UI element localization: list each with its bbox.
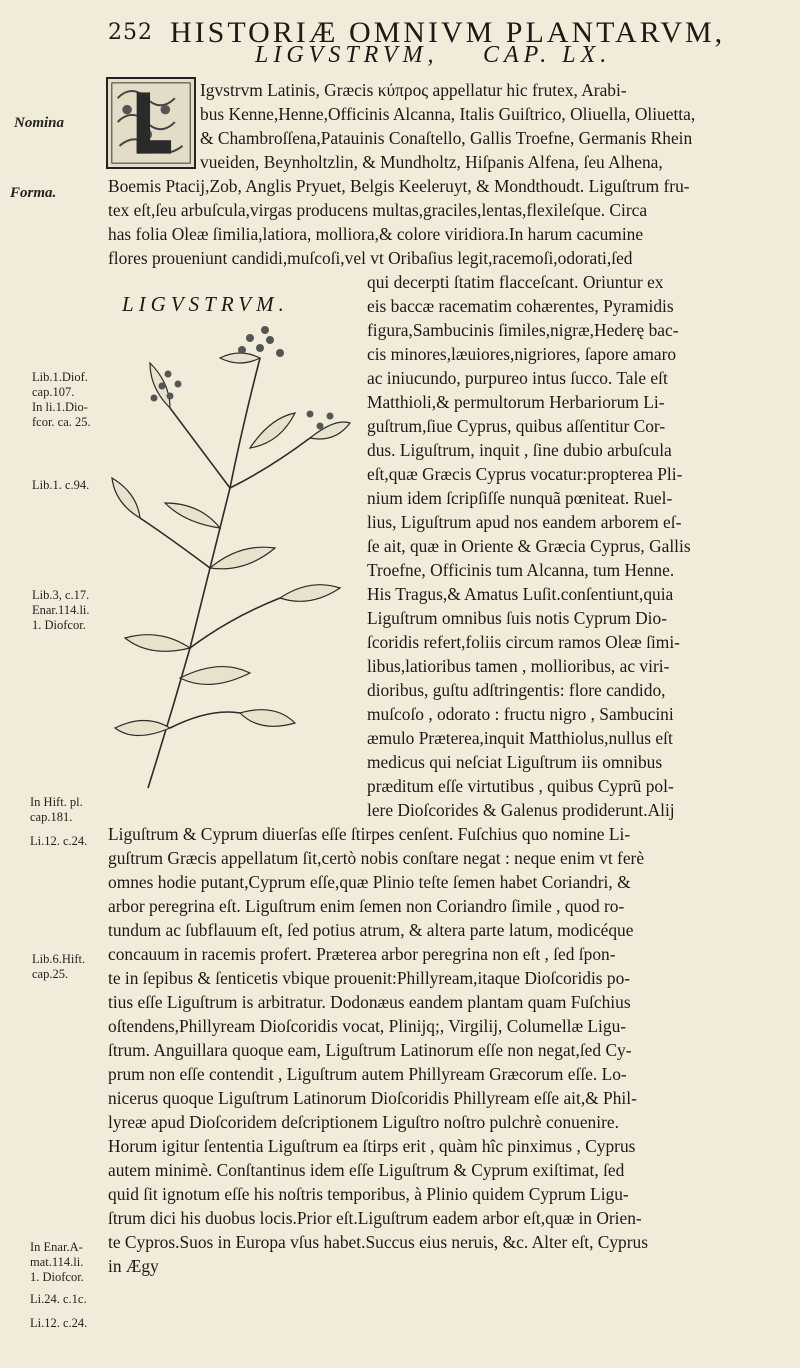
text-line: oſtendens,Phillyream Dioſcoridis vocat, Plinijq;, Virgilij, Columellæ Ligu- xyxy=(108,1016,627,1036)
text-line: flores proueniunt candidi,muſcoſi,vel vt Oribaſius legit,racemoſi,odorati,ſed xyxy=(108,248,633,268)
text-line: figura,Sambucinis ſimiles,nigræ,Hederę bac- xyxy=(367,320,679,340)
chapter-title: LIGVSTRVM, xyxy=(255,42,439,68)
text-line: Boemis Ptacij,Zob, Anglis Pryuet, Belgis Keeleruyt, & Mondthoudt. Liguſtrum fru- xyxy=(108,176,690,196)
text-line: & Chambroſſena,Patauinis Conaſtello, Gallis Troefne, Germanis Rhein xyxy=(200,128,693,148)
text-line: has folia Oleæ ſimilia,latiora, molliora,& colore viridiora.In harum cacumine xyxy=(108,224,644,244)
text-line: guſtrum,ſiue Cyprus, quibus aſſentitur Cor- xyxy=(367,416,666,436)
text-line: autem minimè. Conſtantinus idem eſſe Liguſtrum & Cyprum exiſtimat, ſed xyxy=(108,1160,625,1180)
margin-note: 1. Diofcor. xyxy=(32,618,86,632)
text-line: ac iniucundo, purpureo intus ſucco. Tale eſt xyxy=(367,368,668,388)
text-line: libus,latioribus tamen , mollioribus, ac viri- xyxy=(367,656,670,676)
margin-note: Lib.6.Hift. xyxy=(32,952,86,966)
text-line: Igvstrvm Latinis, Græcis κύπρος appellatur hic frutex, Arabi- xyxy=(200,80,627,100)
text-line: Liguſtrum & Cyprum diuerſas eſſe ſtirpes cenſent. Fuſchius quo nomine Li- xyxy=(108,824,631,844)
text-line: in Ægy xyxy=(108,1256,159,1276)
text-line: eſt,quæ Græcis Cyprus vocatur:propterea Pli- xyxy=(367,464,683,484)
running-title: HISTORIÆ OMNIVM PLANTARVM, xyxy=(170,16,726,49)
margin-note: In Hift. pl. xyxy=(30,795,83,809)
margin-note: Enar.114.li. xyxy=(32,603,90,617)
margin-note: fcor. ca. 25. xyxy=(32,415,91,429)
privet-plant-icon xyxy=(110,318,360,800)
margin-note: In li.1.Dio- xyxy=(32,400,88,414)
text-line: tex eſt,ſeu arbuſcula,virgas producens multas,graciles,lentas,flexileſque. Circa xyxy=(108,200,648,220)
text-line: nium idem ſcripſiſſe nunquã pœniteat. Ruel- xyxy=(367,488,673,508)
margin-note: Lib.1. c.94. xyxy=(32,478,90,492)
text-line: lere Dioſcorides & Galenus prodiderunt.Alij xyxy=(367,800,675,820)
figure-caption: LIGVSTRVM. xyxy=(122,292,289,316)
text-line: te Cypros.Suos in Europa vſus habet.Succus eius neruis, &c. Alter eſt, Cyprus xyxy=(108,1232,649,1252)
margin-note: Lib.3, c.17. xyxy=(32,588,90,602)
text-line: dus. Liguſtrum, inquit , ſine dubio arbuſcula xyxy=(367,440,672,460)
text-line: eis baccæ racematim cohærentes, Pyramidis xyxy=(367,296,674,316)
text-line: Matthioli,& permultorum Herbariorum Li- xyxy=(367,392,665,412)
text-line: ſe ait, quæ in Oriente & Græcia Cyprus, Gallis xyxy=(367,536,691,556)
text-line: His Tragus,& Amatus Luſit.conſentiunt,quia xyxy=(367,584,674,604)
text-line: ſtrum. Anguillara quoque eam, Liguſtrum Latinorum eſſe non negat,ſed Cy- xyxy=(108,1040,632,1060)
text-line: cis minores,læuiores,nigriores, ſapore amaro xyxy=(367,344,677,364)
text-line: nicerus quoque Liguſtrum Latinorum Dioſcoridis Phillyream eſſe ait,& Phil- xyxy=(108,1088,637,1108)
text-line: muſcoſo , odorato : fructu nigro , Sambucini xyxy=(367,704,674,724)
text-line: æmulo Præterea,inquit Matthiolus,nullus eſt xyxy=(367,728,673,748)
margin-note: Lib.1.Diof. xyxy=(32,370,88,384)
text-line: tundum ac ſubflauum eſt, ſed potius atrum, & altera parte latum, modicéque xyxy=(108,920,634,940)
text-line: guſtrum Græcis appellatum ſit,certò nobis conſtare negat : neque enim vt ferè xyxy=(108,848,645,868)
margin-note: cap.181. xyxy=(30,810,73,824)
text-line: concauum in racemis profert. Præterea arbor peregrina non eſt , ſed ſpon- xyxy=(108,944,616,964)
text-line: medicus qui neſciat Liguſtrum iis omnibus xyxy=(367,752,663,772)
text-line: bus Kenne,Henne,Officinis Alcanna, Italis Guiſtrico, Oliuella, Oliuetta, xyxy=(200,104,696,124)
text-line: tius eſſe Liguſtrum is arbitratur. Dodonæus eandem plantam quam Fuſchius xyxy=(108,992,631,1012)
text-line: dioribus, guſtu adſtringentis: flore candido, xyxy=(367,680,666,700)
margin-note: mat.114.li. xyxy=(30,1255,84,1269)
text-line: Horum igitur ſententia Liguſtrum ea ſtirps erit , quàm hîc pinximus , Cyprus xyxy=(108,1136,636,1156)
text-line: ſtrum dici his duobus locis.Prior eſt.Liguſtrum eadem arbor eſt,quæ in Orien- xyxy=(108,1208,642,1228)
text-line: qui decerpti ſtatim flacceſcant. Oriuntur ex xyxy=(367,272,664,292)
margin-note: Li.12. c.24. xyxy=(30,834,88,848)
chapter-heading xyxy=(0,42,800,72)
margin-note: cap.107. xyxy=(32,385,75,399)
text-line: quid ſit ignotum eſſe his noſtris temporibus, à Plinio quidem Cyprum Ligu- xyxy=(108,1184,629,1204)
text-line: præditum eſſe virtutibus , quibus Cyprũ pol- xyxy=(367,776,674,796)
text-line: omnes hodie putant,Cyprum eſſe,quæ Plinio teſte ſemen habet Coriandri, & xyxy=(108,872,631,892)
plant-illustration xyxy=(110,318,360,800)
chapter-number: CAP. LX. xyxy=(483,42,612,68)
text-line: lius, Liguſtrum apud nos eandem arborem eſ- xyxy=(367,512,682,532)
text-line: Troefne, Officinis tum Alcanna, tum Henne. xyxy=(367,560,675,580)
text-line: te in ſepibus & ſenticetis vbique prouenit:Phillyream,itaque Dioſcoridis po- xyxy=(108,968,631,988)
text-line: ſcoridis refert,foliis circum ramos Oleæ ſimi- xyxy=(367,632,680,652)
margin-note: Nomina xyxy=(14,115,65,131)
ornament-icon xyxy=(108,79,194,167)
margin-note: In Enar.A- xyxy=(30,1240,83,1254)
text-line: lyreæ apud Dioſcoridem deſcriptionem Liguſtro noſtro pulchrè conuenire. xyxy=(108,1112,619,1132)
margin-note: Li.24. c.1c. xyxy=(30,1292,87,1306)
page-number: 252 xyxy=(108,20,153,45)
decorated-initial-l xyxy=(106,77,196,169)
margin-note: cap.25. xyxy=(32,967,69,981)
text-line: arbor peregrina eſt. Liguſtrum enim ſemen non Coriandro ſimile , quod ro- xyxy=(108,896,625,916)
margin-note: Li.12. c.24. xyxy=(30,1316,88,1330)
text-line: vueiden, Beynholtzlin, & Mundholtz, Hiſpanis Alfena, ſeu Alhena, xyxy=(200,152,663,172)
text-line: prum non eſſe contendit , Liguſtrum autem Phillyream Græcorum eſſe. Lo- xyxy=(108,1064,627,1084)
margin-note: 1. Diofcor. xyxy=(30,1270,84,1284)
text-line: Liguſtrum omnibus ſuis notis Cyprum Dio- xyxy=(367,608,667,628)
margin-note: Forma. xyxy=(10,185,57,201)
